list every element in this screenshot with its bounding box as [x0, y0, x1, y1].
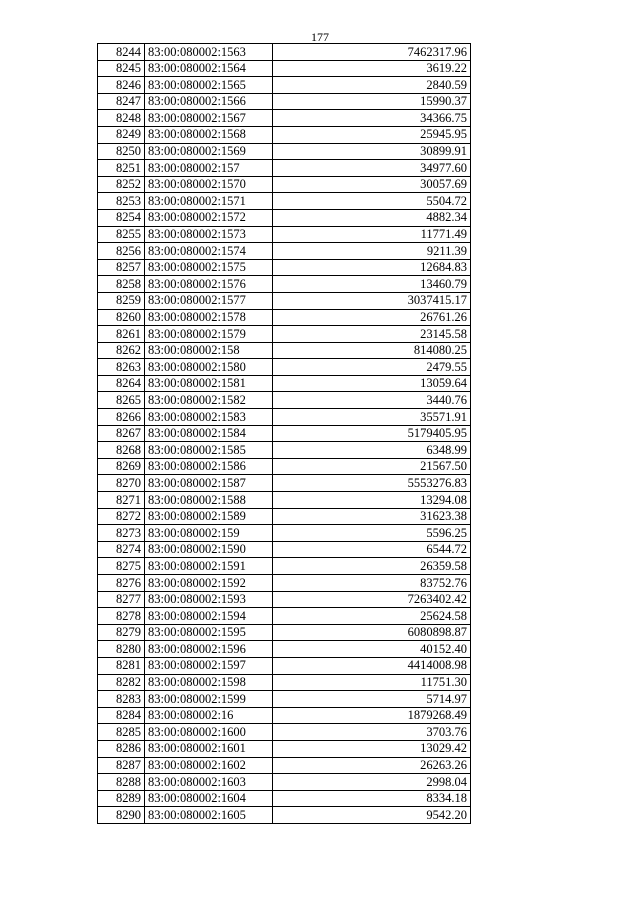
table-row: [98, 143, 471, 160]
table-row: [98, 807, 471, 824]
row-number-cell: 8248: [98, 110, 145, 127]
table-row: [98, 276, 471, 293]
value-cell: 30899.91: [273, 143, 471, 160]
value-cell: 2998.04: [273, 774, 471, 791]
table-row: [98, 674, 471, 691]
table-row: [98, 409, 471, 426]
table-row: [98, 591, 471, 608]
table-row: [98, 492, 471, 509]
row-number-cell: 8271: [98, 492, 145, 509]
row-number-cell: 8289: [98, 790, 145, 807]
value-cell: 13059.64: [273, 375, 471, 392]
value-cell: 6348.99: [273, 442, 471, 459]
value-cell: 13294.08: [273, 492, 471, 509]
row-number-cell: 8257: [98, 259, 145, 276]
row-number-cell: 8273: [98, 525, 145, 542]
cadastral-number-cell: 83:00:080002:1595: [145, 624, 273, 641]
cadastral-number-cell: 83:00:080002:16: [145, 707, 273, 724]
table-row: [98, 575, 471, 592]
cadastral-number-cell: 83:00:080002:1591: [145, 558, 273, 575]
cadastral-number-cell: 83:00:080002:1584: [145, 425, 273, 442]
value-cell: 31623.38: [273, 508, 471, 525]
value-cell: 1879268.49: [273, 707, 471, 724]
cadastral-number-cell: 83:00:080002:1567: [145, 110, 273, 127]
row-number-cell: 8272: [98, 508, 145, 525]
cadastral-number-cell: 83:00:080002:1566: [145, 93, 273, 110]
value-cell: 21567.50: [273, 458, 471, 475]
row-number-cell: 8265: [98, 392, 145, 409]
cadastral-number-cell: 83:00:080002:1575: [145, 259, 273, 276]
registry-table-body: [98, 44, 471, 824]
row-number-cell: 8275: [98, 558, 145, 575]
value-cell: 4882.34: [273, 209, 471, 226]
cadastral-number-cell: 83:00:080002:1601: [145, 740, 273, 757]
cadastral-number-cell: 83:00:080002:1583: [145, 409, 273, 426]
row-number-cell: 8282: [98, 674, 145, 691]
value-cell: 13029.42: [273, 740, 471, 757]
value-cell: 26263.26: [273, 757, 471, 774]
cadastral-number-cell: 83:00:080002:1590: [145, 541, 273, 558]
table-row: [98, 226, 471, 243]
cadastral-number-cell: 83:00:080002:1600: [145, 724, 273, 741]
value-cell: 3440.76: [273, 392, 471, 409]
table-row: [98, 624, 471, 641]
row-number-cell: 8279: [98, 624, 145, 641]
row-number-cell: 8256: [98, 243, 145, 260]
row-number-cell: 8251: [98, 160, 145, 177]
page-number: 177: [311, 30, 329, 44]
value-cell: 6080898.87: [273, 624, 471, 641]
table-row: [98, 326, 471, 343]
cadastral-number-cell: 83:00:080002:1579: [145, 326, 273, 343]
row-number-cell: 8288: [98, 774, 145, 791]
row-number-cell: 8285: [98, 724, 145, 741]
row-number-cell: 8258: [98, 276, 145, 293]
table-row: [98, 724, 471, 741]
row-number-cell: 8267: [98, 425, 145, 442]
value-cell: 8334.18: [273, 790, 471, 807]
row-number-cell: 8250: [98, 143, 145, 160]
row-number-cell: 8281: [98, 657, 145, 674]
table-row: [98, 508, 471, 525]
row-number-cell: 8283: [98, 691, 145, 708]
cadastral-number-cell: 83:00:080002:1568: [145, 126, 273, 143]
table-row: [98, 691, 471, 708]
cadastral-number-cell: 83:00:080002:158: [145, 342, 273, 359]
table-row: [98, 541, 471, 558]
table-row: [98, 77, 471, 94]
table-row: [98, 790, 471, 807]
table-row: [98, 342, 471, 359]
cadastral-number-cell: 83:00:080002:1587: [145, 475, 273, 492]
value-cell: 3703.76: [273, 724, 471, 741]
value-cell: 9542.20: [273, 807, 471, 824]
cadastral-number-cell: 83:00:080002:1596: [145, 641, 273, 658]
value-cell: 6544.72: [273, 541, 471, 558]
cadastral-number-cell: 83:00:080002:1582: [145, 392, 273, 409]
registry-table: [97, 43, 471, 824]
table-row: [98, 110, 471, 127]
table-row: [98, 309, 471, 326]
table-row: [98, 193, 471, 210]
cadastral-number-cell: 83:00:080002:1564: [145, 60, 273, 77]
cadastral-number-cell: 83:00:080002:1592: [145, 575, 273, 592]
table-row: [98, 707, 471, 724]
table-row: [98, 458, 471, 475]
table-row: [98, 641, 471, 658]
row-number-cell: 8255: [98, 226, 145, 243]
row-number-cell: 8260: [98, 309, 145, 326]
table-row: [98, 93, 471, 110]
value-cell: 26359.58: [273, 558, 471, 575]
table-row: [98, 657, 471, 674]
table-row: [98, 176, 471, 193]
value-cell: 2479.55: [273, 359, 471, 376]
cadastral-number-cell: 83:00:080002:1569: [145, 143, 273, 160]
row-number-cell: 8277: [98, 591, 145, 608]
row-number-cell: 8261: [98, 326, 145, 343]
cadastral-number-cell: 83:00:080002:1580: [145, 359, 273, 376]
table-row: [98, 126, 471, 143]
cadastral-number-cell: 83:00:080002:1578: [145, 309, 273, 326]
cadastral-number-cell: 83:00:080002:1581: [145, 375, 273, 392]
row-number-cell: 8268: [98, 442, 145, 459]
value-cell: 25945.95: [273, 126, 471, 143]
cadastral-number-cell: 83:00:080002:1574: [145, 243, 273, 260]
row-number-cell: 8259: [98, 292, 145, 309]
row-number-cell: 8262: [98, 342, 145, 359]
cadastral-number-cell: 83:00:080002:1597: [145, 657, 273, 674]
table-row: [98, 774, 471, 791]
value-cell: 3619.22: [273, 60, 471, 77]
value-cell: 2840.59: [273, 77, 471, 94]
value-cell: 25624.58: [273, 608, 471, 625]
value-cell: 83752.76: [273, 575, 471, 592]
row-number-cell: 8274: [98, 541, 145, 558]
row-number-cell: 8252: [98, 176, 145, 193]
value-cell: 5179405.95: [273, 425, 471, 442]
value-cell: 40152.40: [273, 641, 471, 658]
table-row: [98, 375, 471, 392]
cadastral-number-cell: 83:00:080002:1605: [145, 807, 273, 824]
row-number-cell: 8244: [98, 44, 145, 61]
value-cell: 15990.37: [273, 93, 471, 110]
row-number-cell: 8263: [98, 359, 145, 376]
table-row: [98, 525, 471, 542]
table-row: [98, 558, 471, 575]
cadastral-number-cell: 83:00:080002:1604: [145, 790, 273, 807]
cadastral-number-cell: 83:00:080002:159: [145, 525, 273, 542]
value-cell: 11771.49: [273, 226, 471, 243]
row-number-cell: 8253: [98, 193, 145, 210]
value-cell: 9211.39: [273, 243, 471, 260]
row-number-cell: 8245: [98, 60, 145, 77]
cadastral-number-cell: 83:00:080002:1572: [145, 209, 273, 226]
table-row: [98, 243, 471, 260]
table-row: [98, 392, 471, 409]
row-number-cell: 8254: [98, 209, 145, 226]
value-cell: 34366.75: [273, 110, 471, 127]
cadastral-number-cell: 83:00:080002:1565: [145, 77, 273, 94]
row-number-cell: 8290: [98, 807, 145, 824]
value-cell: 5596.25: [273, 525, 471, 542]
cadastral-number-cell: 83:00:080002:1585: [145, 442, 273, 459]
row-number-cell: 8269: [98, 458, 145, 475]
table-row: [98, 359, 471, 376]
cadastral-number-cell: 83:00:080002:1602: [145, 757, 273, 774]
row-number-cell: 8247: [98, 93, 145, 110]
value-cell: 26761.26: [273, 309, 471, 326]
value-cell: 7263402.42: [273, 591, 471, 608]
table-row: [98, 740, 471, 757]
table-row: [98, 60, 471, 77]
table-row: [98, 757, 471, 774]
cadastral-number-cell: 83:00:080002:1599: [145, 691, 273, 708]
row-number-cell: 8276: [98, 575, 145, 592]
table-row: [98, 209, 471, 226]
cadastral-number-cell: 83:00:080002:157: [145, 160, 273, 177]
row-number-cell: 8280: [98, 641, 145, 658]
cadastral-number-cell: 83:00:080002:1570: [145, 176, 273, 193]
value-cell: 12684.83: [273, 259, 471, 276]
value-cell: 5553276.83: [273, 475, 471, 492]
cadastral-number-cell: 83:00:080002:1598: [145, 674, 273, 691]
value-cell: 5504.72: [273, 193, 471, 210]
table-row: [98, 292, 471, 309]
table-row: [98, 608, 471, 625]
value-cell: 814080.25: [273, 342, 471, 359]
cadastral-number-cell: 83:00:080002:1571: [145, 193, 273, 210]
row-number-cell: 8284: [98, 707, 145, 724]
row-number-cell: 8286: [98, 740, 145, 757]
value-cell: 34977.60: [273, 160, 471, 177]
row-number-cell: 8266: [98, 409, 145, 426]
value-cell: 11751.30: [273, 674, 471, 691]
row-number-cell: 8249: [98, 126, 145, 143]
row-number-cell: 8278: [98, 608, 145, 625]
table-row: [98, 259, 471, 276]
cadastral-number-cell: 83:00:080002:1589: [145, 508, 273, 525]
cadastral-number-cell: 83:00:080002:1576: [145, 276, 273, 293]
value-cell: 4414008.98: [273, 657, 471, 674]
cadastral-number-cell: 83:00:080002:1586: [145, 458, 273, 475]
table-row: [98, 425, 471, 442]
table-row: [98, 44, 471, 61]
cadastral-number-cell: 83:00:080002:1593: [145, 591, 273, 608]
cadastral-number-cell: 83:00:080002:1603: [145, 774, 273, 791]
cadastral-number-cell: 83:00:080002:1577: [145, 292, 273, 309]
value-cell: 35571.91: [273, 409, 471, 426]
value-cell: 3037415.17: [273, 292, 471, 309]
row-number-cell: 8270: [98, 475, 145, 492]
row-number-cell: 8246: [98, 77, 145, 94]
cadastral-number-cell: 83:00:080002:1573: [145, 226, 273, 243]
table-row: [98, 442, 471, 459]
value-cell: 5714.97: [273, 691, 471, 708]
row-number-cell: 8287: [98, 757, 145, 774]
table-row: [98, 475, 471, 492]
value-cell: 7462317.96: [273, 44, 471, 61]
table-row: [98, 160, 471, 177]
row-number-cell: 8264: [98, 375, 145, 392]
value-cell: 13460.79: [273, 276, 471, 293]
cadastral-number-cell: 83:00:080002:1563: [145, 44, 273, 61]
value-cell: 23145.58: [273, 326, 471, 343]
cadastral-number-cell: 83:00:080002:1588: [145, 492, 273, 509]
value-cell: 30057.69: [273, 176, 471, 193]
cadastral-number-cell: 83:00:080002:1594: [145, 608, 273, 625]
